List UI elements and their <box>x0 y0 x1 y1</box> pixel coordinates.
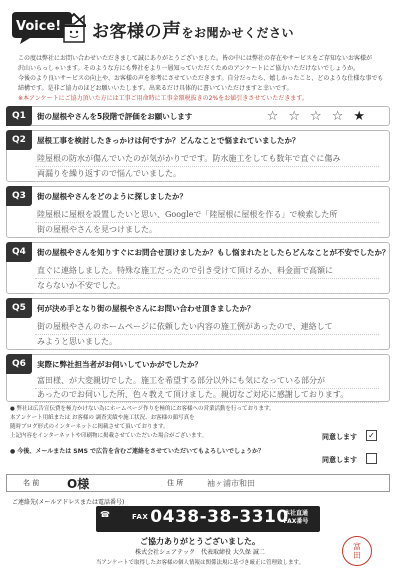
answer-line: 陸屋根の防水が傷んでいたのが気がかりでです。防水施工をしても数年で直ぐに傷み <box>37 154 341 163</box>
thanks-message: ご協力ありがとうございました。 <box>140 537 260 546</box>
answer-line: 街の屋根やさんのホームページに依頼したい内容の施工例があったので、連絡して <box>37 322 333 331</box>
question-2 <box>6 130 390 182</box>
answer-line: 富田様、が大変親切でした。施工を希望する部分以外にも気になっている部分が <box>37 376 325 385</box>
question-text: 街の屋根やさんをどのように探しましたか？ <box>37 192 187 201</box>
answer-line: あったのでお伺いした所、色々教えて頂けました。親切なご対応に感謝しております。 <box>37 390 349 399</box>
question-text: 街の屋根やさんを5段階で評価をお願いします <box>37 112 193 121</box>
agree-label-publish: 同意します <box>322 433 357 441</box>
answer-line: 陸屋根に屋根を設置したいと思い、Googleで「陸屋根に屋根を作る」で検索した所 <box>37 210 338 219</box>
star-icon: ☆ <box>310 109 332 124</box>
question-number: Q2 <box>6 130 32 150</box>
contact-label: ご連絡先(メールアドレスまたは電話番号) <box>12 499 125 506</box>
fax-number: FAX 0438-38-3310 <box>132 507 289 527</box>
question-1 <box>6 106 390 126</box>
agree-checkbox-publish[interactable]: ✓ <box>366 430 377 441</box>
question-number: Q5 <box>6 298 32 318</box>
answer-line: 街の屋根やさんを見つけました。 <box>37 225 157 234</box>
name-address-row <box>6 474 390 492</box>
question-text: 実際に弊社担当者がお伺いしていかがでしたか？ <box>37 360 202 369</box>
hanko-stamp: 富 田 <box>342 536 372 566</box>
intro-text: この度は弊社にお問い合わせいただきまして誠にありがとうございました。皆の中には弊社の存在やサービスをご存知ないお客様が 沢山いらっしゃいます。そのような方にも弊社をより一層知っていただくためのアンケートにご協力いただけないでしょうか。 今後のより良いサービスの向上や、お客様の声を参考にさせていただきます。自分だったら、嬉しかったこと、どのような仕様な事でも 結構です。是非ご協力のほどお願いいたします。出来るだけ具体的に書いていただけますと幸いです。 ※本アンケートにご協力頂いた方には工事ご用命時に工事金額税抜きの2%をお値引きさせていただきます。 <box>18 55 384 102</box>
fax-machine-icon: ☎ <box>100 510 110 519</box>
fax-label <box>100 510 110 519</box>
answer-line: 両漏りを繰り返すので悩んでいました。 <box>37 169 181 178</box>
question-text: 何が決め手となり街の屋根やさんにお問い合わせ頂きましたか？ <box>37 304 255 313</box>
page-title: お客様の声をお聞かせください <box>92 20 295 42</box>
star-icon: ☆ <box>288 109 311 124</box>
rating-stars <box>267 109 375 124</box>
question-4 <box>6 242 390 294</box>
question-5 <box>6 298 390 350</box>
star-icon: ☆ <box>331 109 354 124</box>
voice-speech-bubble-icon <box>8 10 86 44</box>
address-field[interactable]: 袖ヶ浦市和田 <box>207 479 255 488</box>
fax-direct-label: 本社直通 FAX番号 <box>283 510 309 525</box>
agree-label-contact: 同意します <box>322 456 357 464</box>
question-text: 屋根工事を検討したきっかけは何ですか？どんなことで悩まれていましたか？ <box>37 136 300 145</box>
privacy-footnote: 当アンケートで取得したお客様の個人情報は関係法規に基づき厳正に管理致します。 <box>95 560 305 566</box>
answer-line: みようと思いました。 <box>37 337 117 346</box>
question-number: Q3 <box>6 186 32 206</box>
consent-notes: ● 弊社は広告宣伝費を極力かけない為にホームページ作りを極的にお客様への営業活動を行っております。 本アンケート用紙または お客様の 調査実績や施工状況、お客様の顔写真を 随時ブログ形式のインターネットに掲載させて頂いております。 上記内容をインターネットや印刷物に掲載させていただいた場合がございます。 ● 今後、メールまたは SMS で広告を含むご連絡をさせていただいてもよろしいでしょうか？ <box>10 406 275 455</box>
star-icon: ☆ <box>266 109 289 124</box>
address-label: 住 所 <box>167 479 184 487</box>
star-icon-filled: ★ <box>353 109 375 124</box>
name-label: 名 前 <box>23 479 40 487</box>
question-3 <box>6 186 390 238</box>
answer-line: 直ぐに連絡しました。特殊な施工だったので引き受けて頂けるか、料金面で高額に <box>37 266 333 275</box>
question-number: Q4 <box>6 242 32 262</box>
question-text: 街の屋根やさんを知りすぐにお問合せ頂けましたか？もし悩まれたとしたらどんなことが不安でしたか？ <box>37 248 390 257</box>
question-number: Q1 <box>6 106 32 126</box>
company-name: 株式会社シェアテック 代表取締役 大久保 誠二 <box>135 549 265 556</box>
voice-label: Voice! <box>16 19 62 34</box>
question-6 <box>6 354 390 402</box>
name-field[interactable]: O様 <box>67 477 90 491</box>
header <box>6 6 394 50</box>
question-number: Q6 <box>6 354 32 374</box>
answer-line: ならないか不安でした。 <box>37 281 125 290</box>
agree-checkbox-contact[interactable] <box>366 453 377 464</box>
